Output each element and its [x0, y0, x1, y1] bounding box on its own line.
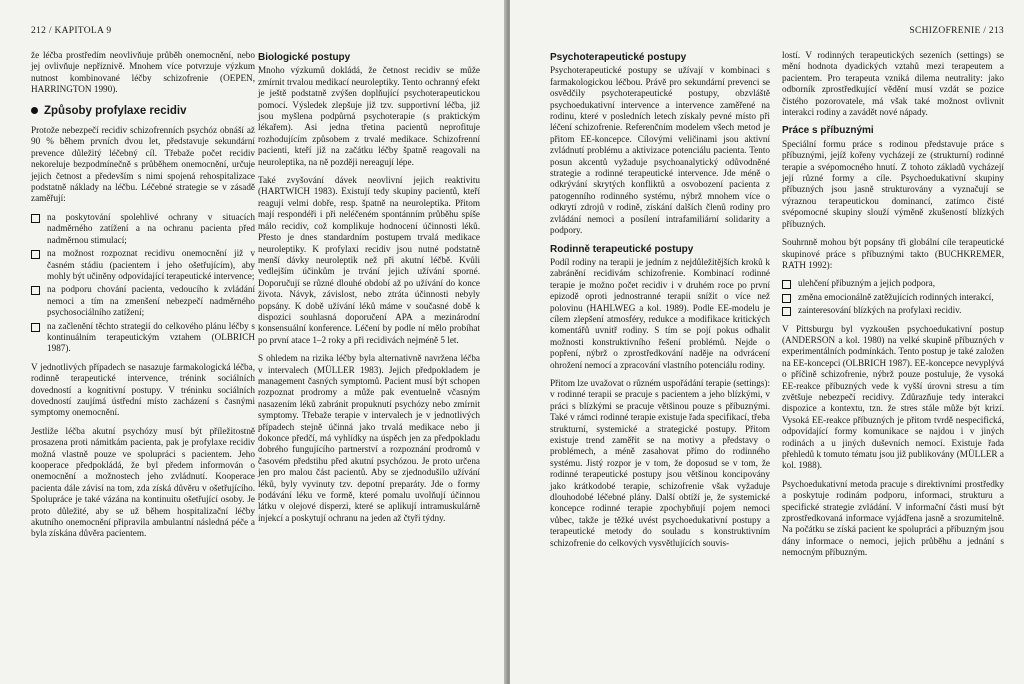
list-item: ulehčení příbuzným a jejich podpora, — [782, 278, 1004, 289]
left-column-1 — [31, 50, 255, 547]
checkbox-icon — [782, 294, 791, 303]
section-heading: Psychoterapeutické postupy — [550, 52, 687, 63]
paragraph: Protože nebezpečí recidiv schizofrenních psychóz obnáší až 90 % během prvních dvou let, představuje sekundární prevence důležitý léčebný cíl. Třebaže počet recidiv nekoreluje bezpodmínečně s průběhem onemocnění, určuje jejich četnost a především s nimi spojená rehospitalizace podstatně náklady na léčbu. Léčebné strategie se v zásadě zaměřují: — [31, 125, 255, 204]
section-heading: Způsoby profylaxe recidiv — [31, 106, 255, 117]
paragraph: Souhrnně mohou být popsány tři globální cíle terapeutické skupinové práce s příbuznými takto (BUCHKREMER, RATH 1992): — [782, 237, 1004, 270]
paragraph: lostí. V rodinných terapeutických sezeních (settings) se mění hodnota dyadických vztahů mezi terapeutem a pacientem. Pro terapeuta vzniká dilema neutrality: jako odborník zprostředkující vědění musí vzdát se pozice čistého pozorovatele, má však také možnost ovlivnit interakci rodiny a zavádět nové nápady. — [782, 50, 1004, 118]
list-item: na podporu chování pacienta, vedoucího k zvládání nemoci a tím na zmenšení nebezpečí nadměrného psychosociálního zatížení; — [31, 284, 255, 318]
section-heading: Rodinně terapeutické postupy — [550, 243, 694, 255]
list-item: změna emocionálně zatěžujících rodinných interakcí, — [782, 292, 1004, 303]
left-page — [0, 0, 507, 684]
paragraph: Speciální formu práce s rodinou představuje práce s příbuznými, jejíž kořeny vycházejí ze (strukturní) rodinné terapie a svépomocného hnutí. Z tohoto základů vycházejí její různé formy a cíle. Psychoedukativní skupiny příbuzných jsou jasně strukturovány a vyznačují se výraznou terapeutickou dominancí, zatímco čisté svépomocné skupiny slouží výměně zkušeností blízkých příbuzných. — [782, 138, 1004, 229]
paragraph: že léčba prostředím neovlivňuje průběh onemocnění, nebo jej ovlivňuje nepříznivě. Mnohem více potvrzuje výzkum nutnost kombinované léčby schizofrenie (OEPEN, HARRINGTON 1990). — [31, 50, 255, 95]
checkbox-icon — [31, 286, 40, 295]
paragraph: Psychoedukativní metoda pracuje s direktivními prostředky a poskytuje rodinám podporu, informaci, strukturu a specifické strategie zvládání. V informační části musí být zprostředkovaná informace vyjádřena jasně a srozumitelně. Na počátku se získá pacient ke spolupráci a příbuzným jsou dány informace o nemoci, jejich průběhu a jednání s nemocným příbuzným. — [782, 478, 1004, 558]
checkbox-list — [31, 212, 255, 355]
checkbox-icon — [31, 323, 40, 332]
right-column-2 — [782, 50, 1004, 566]
left-page-header: 212 / KAPITOLA 9 — [31, 26, 112, 36]
list-item: zainteresování blízkých na profylaxi recidiv. — [782, 305, 1004, 316]
paragraph: S ohledem na rizika léčby byla alternativně navržena léčba v intervalech (MÜLLER 1983). Jejich předpokladem je management časných symptomů. Pacient musí být schopen rozpoznat prodromy a může pak eventuelně včasným nasazením léků zabránit propuknutí psychózy nebo zmírnit symptomy. Třebaže terapie v intervalech je v jednotlivých případech stejně účinná jako trvalá medikace nebo ji dokonce předčí, má vyhlídky na úspěch jen za předpokladu dobrého fungujícího partnerství a rozpoznání prodromů v časovém předstihu před akutní psychózou. Je proto určena jen pro malou část pacientů. Aby se zjednodušilo užívání léků, byly vyvinuty tzv. depotní preparáty. Jde o formy podávání léku ve formě, které pomalu uvolňují účinnou látku v olejové disperzi, které se aplikují intramuskulárně injekcí a poskytují ochranu na jeden až čtyři týdny. — [258, 353, 480, 523]
right-column-1 — [550, 50, 770, 556]
paragraph: Jestliže léčba akutní psychózy musí být příležitostně prosazena proti námitkám pacienta, pak je profylaxe recidiv možná vlastně pouze ve spolupráci s pacientem. Jeho kooperace předpokládá, že byl předem informován o onemocnění a možnostech jeho zvládnutí. Kooperace pacienta dále závisí na tom, zda získá důvěru v ošetřujícího. Spolupráce je také vázána na kontinuitu ošetřující osoby. Je proto důležité, aby se už během hospitalizační léčby akutního onemocnění připravila ambulantní následná péče a byla získána důvěra pacientem. — [31, 425, 255, 539]
left-column-2 — [258, 50, 480, 531]
checkbox-icon — [31, 214, 40, 223]
checkbox-icon — [782, 280, 791, 289]
checkbox-icon — [31, 250, 40, 259]
paragraph: Podíl rodiny na terapii je jedním z nejdůležitějších kroků k zabránění recidivám schizofrenie. Kombinací rodinné terapie je možno počet recidiv i v druhém roce po první epizodě oproti jednostranné terapii snížit o více než polovinu (HAHLWEG a kol. 1989). Podle EE-modelu je cílem zlepšení atmosféry, redukce a modifikace kritických komentářů uvnitř rodiny. S tím se pojí pokus odhalit možnosti konstruktivního řešení problémů. Nejde o popření, nýbrž o zprostředkování naděje na odvrácení ohrožení nemocí a zpracování vlastního potenciálu rodiny. — [550, 256, 770, 370]
list-item: na začlenění těchto strategií do celkového plánu léčby s kontinuálním terapeutickým vztahem (OLBRICH 1987). — [31, 321, 255, 355]
section-heading: Biologické postupy — [258, 52, 351, 63]
paragraph: V Pittsburgu byl vyzkoušen psychoedukativní postup (ANDERSON a kol. 1980) na velké skupině příbuzných v experimentálních podmínkách. Tento postup je také založen na EE-koncepci (OLBRICH 1987). EE-koncepce nevyplývá o příčině schizofrenie, nýbrž pouze postuluje, že vysoká EE-reakce příbuzných vede k vyšší úrovni stresu a tím zvětšuje nebezpečí recidivy. Zdůrazňuje tedy interakci dispozice a kontextu, tzn. že stres stále může být krizí. Vysoká EE-reakce příbuzných je přitom tvrdě nespecifická, odpovídající formy komunikace se najdou i v jiných rodinách a u jiných duševních nemocí. Existuje řada přehledů k tomuto tématu jsou již publikovány (MÜLLER a kol. 1988). — [782, 323, 1004, 471]
checkbox-list — [782, 278, 1004, 316]
list-item: na možnost rozpoznat recidivu onemocnění již v časném stádiu (pacientem i jeho ošetřujícím), aby mohly být učiněny odpovídající terapeutické intervence; — [31, 248, 255, 282]
paragraph: Psychoterapeutické postupy se užívají v kombinaci s farmakologickou léčbou. Právě pro sekundární prevenci se osvědčily psychoterapeutické postupy, obzvláště psychoedukativní intervence a intervence zaměřené na rodinu, které v posledních letech získaly pevné místo při léčení schizofrenie. Referenčním modelem všech metod je přitom EE-koncepce. Cílovými veličinami jsou aktivní zvládnutí problému a aktivizace potenciálu pacienta. Tento posun akcentů vyžaduje psychoanalytický odůvodněné strategie a rodinné terapeutické intervence. Jde méně o odkrývání skrytých konfliktů a osvobození pacienta z patogenního rodinného systému, nýbrž mnohem více o odkrytí zdrojů v rodině, získání dalších členů rodiny pro zvládání nemoci a posílení intrafamiliární solidarity a podpory. — [550, 65, 770, 236]
paragraph: Mnoho výzkumů dokládá, že četnost recidiv se může zmírnit trvalou medikací neuroleptiky. Tento ochranný efekt je ještě podstatně zvýšen doplňující psychoterapeutickou pomocí. Výsledek zlepšuje již tzv. supportivní léčba, již jsou myšlena podpůrná psychoterapie (s praktickým lékařem). Asi jedna třetina pacientů neprofituje rozhodujícím způsobem z trvalé medikace. Schizofrenní pacienti, kteří již na začátku léčby špatně reagovali na neuroleptika, na ně později nereagují lépe. — [258, 65, 480, 167]
paragraph: Přitom lze uvažovat o různém uspořádání terapie (settings): v rodinné terapii se pracuje s pacientem a jeho blízkými, v práci s blízkými se pracuje většinou pouze s příbuznými. Také v rámci rodinné terapie existuje řada specifikací, třeba strukturní, systemické a strategické postupy. Přitom existuje trend zaměřit se na motivy a představy o problémech, a méně zasahovat přímo do rodinného systému. Jistý rozpor je v tom, že doposud se v tom, že rodinné terapeutické postupy jsou většinou koncipovány jako krátkodobé terapie, schizofrenie však vyžaduje dlouhodobé léčebné plány. Další obtíží je, že systemické koncepce rodinné terapie zpochybňují pojem nemoci vůbec, takže je těžké uvést psychoedukativní postupy a terapeutické metody do souladu s konstruktivním schizofrenie do celkových vysvětlujících souvis- — [550, 377, 770, 548]
bullet-dot-icon — [31, 107, 38, 114]
right-page-header: SCHIZOFRENIE / 213 — [909, 26, 1004, 36]
section-heading: Práce s příbuznými — [782, 125, 874, 137]
right-page — [510, 0, 1024, 684]
checkbox-icon — [782, 307, 791, 316]
paragraph: Také zvyšování dávek neovlivní jejich reaktivitu (HARTWICH 1983). Existují tedy skupiny pacientů, kteří reagují velmi dobře, resp. špatně na neuroleptika. Přitom mají respondéři i při neléčeném spontánním průběhu spíše málo recidiv, což komplikuje hodnocení účinnosti léků. Přesto je dnes standardním postupem trvalá medikace neuroleptiky. K profylaxi recidiv jsou nutné podstatně menší dávky neuroleptik než při akutní léčbě. Kvůli vedlejším účinkům je trvání jejich užívání sporné. Doporučují se různé dlouhé období až po užívání do konce života. Návyk, závislost, nebo ztráta účinnosti nebyly popsány. K době užívání léků máme v současné době k dispozici souhlasná doporučení APA a mezinárodní konsensuální konference. Léčení by podle ní mělo probíhat po první atace 1–2 roky a při recidivách nejméně 5 let. — [258, 175, 480, 345]
paragraph: V jednotlivých případech se nasazuje farmakologická léčba, rodinně terapeutické intervence, trénink sociálních dovedností a kognitivní postupy. V tréninku sociálních dovedností zaujímá ústřední místo zacházení s časnými symptomy onemocnění. — [31, 361, 255, 418]
list-item: na poskytování spolehlivé ochrany v situacích nadměrného zatížení a na ochranu pacienta před nadměrnou stimulací; — [31, 212, 255, 246]
